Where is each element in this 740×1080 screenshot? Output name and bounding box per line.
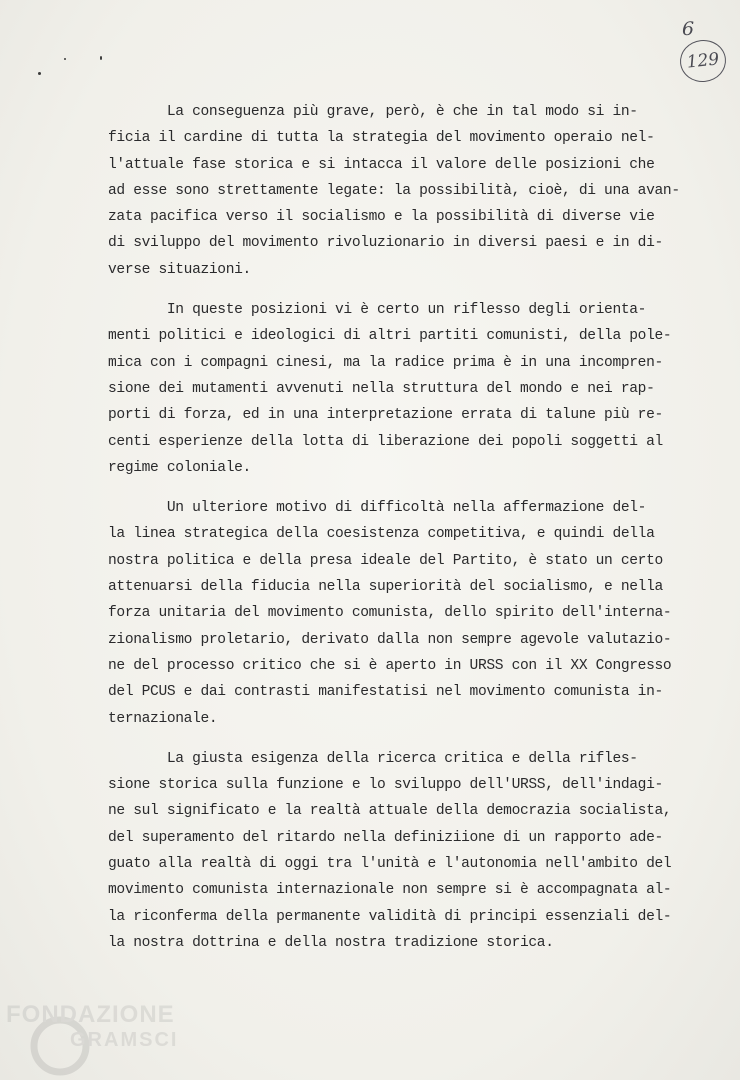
text-line: Un ulteriore motivo di difficoltà nella affermazione del- [108,500,647,517]
text-line: ternazionale. [108,710,218,727]
paragraph-1 [108,99,714,283]
page-number: 6 [682,18,695,40]
text-line: ficia il cardine di tutta la strategia del movimento operaio nel- [108,130,655,147]
ink-speck [100,56,102,60]
text-line: menti politici e ideologici di altri partiti comunisti, della pole- [108,328,672,345]
text-line: del PCUS e dai contrasti manifestatisi nel movimento comunista in- [108,684,663,701]
fondazione-gramsci-watermark [2,996,202,1076]
paragraph-4 [108,746,714,956]
text-line: La giusta esigenza della ricerca critica e della rifles- [108,750,638,767]
paragraph-2 [108,297,714,481]
text-line: del superamento del ritardo nella definiziione di un rapporto ade- [108,829,663,846]
text-line: La conseguenza più grave, però, è che in tal modo si in- [108,104,638,120]
typewritten-text [108,99,714,956]
text-line: sione dei mutamenti avvenuti nella struttura del mondo e nei rap- [108,380,655,397]
text-line: regime coloniale. [108,459,251,476]
text-line: la riconferma della permanente validità di principi essenziali del- [108,908,672,925]
text-line: la nostra dottrina e della nostra tradizione storica. [108,934,554,951]
watermark-line-2: GRAMSCI [70,1029,179,1051]
text-line: verse situazioni. [108,261,251,278]
ink-speck [64,58,66,60]
text-line: In queste posizioni vi è certo un riflesso degli orienta- [108,302,647,319]
text-line: ad esse sono strettamente legate: la possibilità, cioè, di una avan- [108,182,680,199]
archive-number: 129 [685,49,721,73]
ink-speck [38,72,41,75]
text-line: porti di forza, ed in una interpretazione errata di talune più re- [108,407,663,424]
text-line: zionalismo proletario, derivato dalla non sempre agevole valutazio- [108,631,672,648]
paragraph-3 [108,495,714,732]
text-line: ne del processo critico che si è aperto in URSS con il XX Congresso [108,657,672,674]
text-line: di sviluppo del movimento rivoluzionario in diversi paesi e in di- [108,235,663,252]
archive-number-stamp [678,38,728,85]
text-line: l'attuale fase storica e si intacca il valore delle posizioni che [108,156,655,173]
text-line: centi esperienze della lotta di liberazione dei popoli soggetti al [108,433,663,450]
text-line: forza unitaria del movimento comunista, dello spirito dell'interna- [108,605,672,622]
watermark-line-1: FONDAZIONE [6,1001,175,1028]
text-line: ne sul significato e la realtà attuale della democrazia socialista, [108,803,672,820]
text-line: guato alla realtà di oggi tra l'unità e l'autonomia nell'ambito del [108,856,672,873]
text-line: nostra politica e della presa ideale del Partito, è stato un certo [108,552,663,569]
text-line: la linea strategica della coesistenza competitiva, e quindi della [108,526,655,543]
text-line: attenuarsi della fiducia nella superiorità del socialismo, e nella [108,579,663,596]
text-line: sione storica sulla funzione e lo sviluppo dell'URSS, dell'indagi- [108,777,663,794]
text-line: movimento comunista internazionale non sempre si è accompagnata al- [108,882,672,899]
text-line: zata pacifica verso il socialismo e la possibilità di diverse vie [108,209,655,226]
text-line: mica con i compagni cinesi, ma la radice prima è in una incompren- [108,354,663,371]
